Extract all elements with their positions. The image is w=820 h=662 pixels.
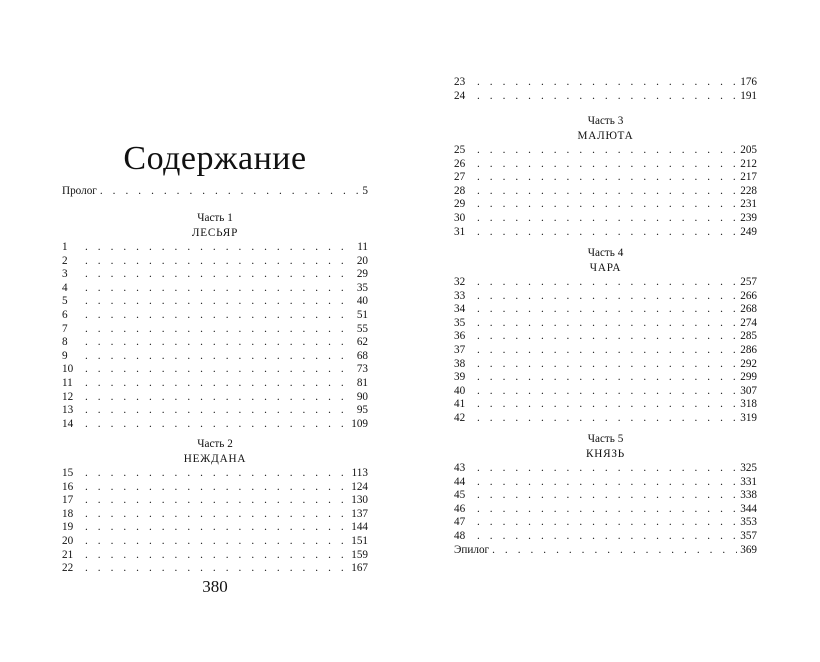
- chapter-number: 10: [62, 363, 74, 376]
- part3-section: [454, 114, 757, 239]
- leader-dots: [474, 371, 737, 385]
- chapter-number: 13: [62, 404, 74, 417]
- part5-chapter-list: [454, 462, 757, 544]
- chapter-page: 285: [740, 330, 757, 343]
- toc-row: [454, 303, 757, 317]
- entry-page: 5: [362, 185, 368, 197]
- part2-chapter-list: [62, 467, 368, 576]
- toc-row: [454, 317, 757, 331]
- chapter-number: 32: [454, 276, 466, 288]
- chapter-page: 124: [351, 480, 368, 493]
- chapter-page: 353: [740, 516, 757, 529]
- toc-row: [454, 462, 757, 476]
- chapter-number: 25: [454, 144, 466, 156]
- toc-row: [454, 90, 757, 104]
- leader-dots: [82, 255, 354, 269]
- chapter-number: 29: [454, 198, 466, 211]
- chapter-number: 38: [454, 357, 466, 370]
- toc-row: [454, 516, 757, 530]
- chapter-number: 19: [62, 521, 74, 534]
- chapter-number: 27: [454, 171, 466, 184]
- chapter-page: 90: [356, 390, 368, 403]
- chapter-number: 6: [62, 308, 68, 321]
- leader-dots: [474, 90, 737, 104]
- leader-dots: [474, 303, 737, 317]
- chapter-page: 217: [740, 171, 757, 184]
- part1-section: [62, 211, 368, 431]
- entry-page: 369: [740, 543, 757, 556]
- toc-row: [454, 158, 757, 172]
- toc-row: [62, 549, 368, 563]
- part5-section: [454, 432, 757, 557]
- toc-row: [454, 171, 757, 185]
- leader-dots: [474, 226, 737, 240]
- chapter-page: 357: [740, 529, 757, 542]
- chapter-number: 1: [62, 241, 68, 253]
- leader-dots: [82, 363, 354, 377]
- chapter-page: 331: [740, 475, 757, 488]
- chapter-page: 29: [356, 268, 368, 281]
- toc-row: [62, 494, 368, 508]
- part2-name: НЕЖДАНА: [183, 453, 247, 465]
- toc-row: [454, 212, 757, 226]
- chapter-number: 9: [62, 349, 68, 362]
- chapter-number: 42: [454, 411, 466, 424]
- leader-dots: [474, 412, 737, 426]
- leader-dots: [82, 350, 354, 364]
- leader-dots: [474, 385, 737, 399]
- part4-name: ЧАРА: [589, 262, 622, 274]
- chapter-number: 23: [454, 76, 466, 88]
- chapter-page: 325: [740, 462, 757, 474]
- chapter-number: 26: [454, 157, 466, 170]
- chapter-page: 137: [351, 507, 368, 520]
- toc-row: [62, 323, 368, 337]
- leader-dots: [82, 508, 348, 522]
- leader-dots: [474, 198, 737, 212]
- part2-heading: Часть 2: [197, 438, 233, 450]
- toc-row: [454, 503, 757, 517]
- toc-row: [62, 255, 368, 269]
- leader-dots: [474, 317, 737, 331]
- toc-row: [62, 309, 368, 323]
- part3-chapter-list: [454, 144, 757, 239]
- toc-title: Содержание: [123, 140, 307, 177]
- part3-heading: Часть 3: [587, 115, 624, 127]
- toc-row: [454, 358, 757, 372]
- chapter-page: 292: [740, 357, 757, 370]
- toc-row: [454, 198, 757, 212]
- part1-heading: Часть 1: [197, 212, 233, 224]
- leader-dots: [82, 268, 354, 282]
- toc-row: [62, 295, 368, 309]
- chapter-page: 307: [740, 384, 757, 397]
- entry-label: Эпилог: [454, 543, 490, 556]
- toc-row: [62, 185, 368, 199]
- leader-dots: [82, 562, 348, 576]
- leader-dots: [82, 336, 354, 350]
- chapter-page: 257: [740, 276, 757, 288]
- chapter-number: 34: [454, 303, 466, 316]
- chapter-page: 268: [740, 303, 757, 316]
- part4-heading: Часть 4: [587, 247, 624, 259]
- leader-dots: [489, 544, 737, 558]
- leader-dots: [474, 344, 737, 358]
- chapter-page: 151: [351, 534, 368, 547]
- chapter-page: 113: [351, 467, 368, 479]
- toc-row: [62, 282, 368, 296]
- chapter-page: 318: [740, 398, 757, 411]
- toc-row: [62, 241, 368, 255]
- leader-dots: [474, 489, 737, 503]
- toc-row: [62, 508, 368, 522]
- chapter-number: 14: [62, 417, 74, 430]
- toc-row: [454, 489, 757, 503]
- chapter-number: 18: [62, 507, 74, 520]
- toc-row: [62, 391, 368, 405]
- chapter-number: 2: [62, 254, 68, 267]
- chapter-number: 7: [62, 322, 68, 335]
- chapter-page: 299: [740, 371, 757, 384]
- page-number: 380: [202, 577, 228, 596]
- chapter-number: 4: [62, 281, 68, 294]
- chapter-number: 48: [454, 529, 466, 542]
- leader-dots: [97, 185, 360, 199]
- leader-dots: [474, 76, 737, 90]
- chapter-number: 44: [454, 475, 466, 488]
- leader-dots: [474, 171, 737, 185]
- toc-row: [62, 467, 368, 481]
- chapter-page: 344: [740, 502, 757, 515]
- chapter-number: 15: [62, 467, 74, 479]
- part5-name: КНЯЗЬ: [585, 448, 626, 460]
- chapter-page: 40: [356, 295, 368, 308]
- leader-dots: [474, 158, 737, 172]
- chapter-page: 319: [740, 411, 757, 424]
- chapter-page: 159: [351, 548, 368, 561]
- chapter-page: 191: [740, 89, 757, 102]
- chapter-number: 20: [62, 534, 74, 547]
- leader-dots: [474, 276, 737, 290]
- chapter-number: 37: [454, 343, 466, 356]
- part5-heading: Часть 5: [587, 433, 624, 445]
- leader-dots: [474, 530, 737, 544]
- part1-chapter-list: [62, 241, 368, 431]
- toc-row: [62, 363, 368, 377]
- chapter-page: 266: [740, 289, 757, 302]
- toc-row: [454, 226, 757, 240]
- leader-dots: [474, 462, 737, 476]
- toc-row: [454, 530, 757, 544]
- toc-row: [454, 398, 757, 412]
- chapter-number: 39: [454, 371, 466, 384]
- leader-dots: [82, 521, 348, 535]
- part3-name: МАЛЮТА: [577, 130, 634, 142]
- toc-row: [454, 476, 757, 490]
- leader-dots: [82, 418, 348, 432]
- chapter-page: 55: [356, 322, 368, 335]
- leader-dots: [474, 185, 737, 199]
- chapter-number: 45: [454, 489, 466, 502]
- chapter-page: 239: [740, 211, 757, 224]
- toc-row: [62, 377, 368, 391]
- toc-row: [454, 330, 757, 344]
- chapter-page: 144: [351, 521, 368, 534]
- chapter-number: 43: [454, 462, 466, 474]
- toc-row: [62, 481, 368, 495]
- chapter-page: 212: [740, 157, 757, 170]
- toc-row: [454, 385, 757, 399]
- chapter-number: 47: [454, 516, 466, 529]
- chapter-number: 11: [62, 376, 73, 389]
- toc-row: [62, 404, 368, 418]
- leader-dots: [82, 494, 348, 508]
- chapter-number: 35: [454, 316, 466, 329]
- chapter-page: 68: [356, 349, 368, 362]
- chapter-page: 95: [356, 404, 368, 417]
- chapter-number: 36: [454, 330, 466, 343]
- leader-dots: [474, 290, 737, 304]
- toc-row: [62, 268, 368, 282]
- leader-dots: [474, 516, 737, 530]
- chapter-page: 286: [740, 343, 757, 356]
- leader-dots: [474, 476, 737, 490]
- entry-label: Пролог: [62, 185, 97, 197]
- chapter-page: 20: [356, 254, 368, 267]
- chapter-number: 16: [62, 480, 74, 493]
- chapter-page: 130: [351, 494, 368, 507]
- toc-row: [454, 276, 757, 290]
- leader-dots: [474, 144, 737, 158]
- leader-dots: [82, 241, 354, 255]
- chapter-page: 11: [357, 241, 368, 253]
- chapter-number: 8: [62, 336, 68, 349]
- leader-dots: [82, 282, 354, 296]
- chapter-number: 40: [454, 384, 466, 397]
- chapter-page: 205: [740, 144, 757, 156]
- chapter-number: 12: [62, 390, 74, 403]
- leader-dots: [474, 330, 737, 344]
- toc-row: [62, 535, 368, 549]
- chapter-number: 21: [62, 548, 74, 561]
- part2-continued-section: [454, 76, 757, 103]
- toc-row: [62, 336, 368, 350]
- leader-dots: [82, 309, 354, 323]
- chapter-page: 73: [356, 363, 368, 376]
- chapter-page: 338: [740, 489, 757, 502]
- chapter-page: 228: [740, 184, 757, 197]
- leader-dots: [474, 398, 737, 412]
- chapter-number: 5: [62, 295, 68, 308]
- chapter-page: 176: [740, 76, 757, 88]
- epilogue-entry: [454, 544, 757, 558]
- leader-dots: [82, 467, 349, 481]
- toc-row: [62, 521, 368, 535]
- toc-row: [454, 290, 757, 304]
- toc-row: [454, 412, 757, 426]
- leader-dots: [82, 323, 354, 337]
- chapter-page: 51: [356, 308, 368, 321]
- chapter-number: 41: [454, 398, 466, 411]
- chapter-number: 28: [454, 184, 466, 197]
- toc-row: [454, 344, 757, 358]
- toc-row: [454, 144, 757, 158]
- part2-continued-list: [454, 76, 757, 103]
- chapter-number: 46: [454, 502, 466, 515]
- chapter-page: 62: [356, 336, 368, 349]
- leader-dots: [474, 212, 737, 226]
- part4-section: [454, 246, 757, 426]
- prologue-entry: [62, 185, 368, 199]
- part1-name: ЛЕСЬЯР: [191, 227, 239, 239]
- toc-row: [454, 371, 757, 385]
- chapter-number: 24: [454, 89, 466, 102]
- chapter-page: 249: [740, 225, 757, 238]
- chapter-number: 3: [62, 268, 68, 281]
- toc-row: [454, 185, 757, 199]
- toc-row: [62, 418, 368, 432]
- leader-dots: [82, 377, 354, 391]
- chapter-number: 22: [62, 562, 74, 575]
- part2-section: [62, 437, 368, 576]
- toc-row: [62, 350, 368, 364]
- chapter-number: 31: [454, 225, 466, 238]
- leader-dots: [474, 503, 737, 517]
- toc-row: [454, 76, 757, 90]
- chapter-page: 109: [351, 417, 368, 430]
- leader-dots: [82, 535, 348, 549]
- leader-dots: [82, 549, 348, 563]
- leader-dots: [82, 404, 354, 418]
- leader-dots: [82, 391, 354, 405]
- chapter-page: 167: [351, 562, 368, 575]
- leader-dots: [82, 481, 348, 495]
- part4-chapter-list: [454, 276, 757, 426]
- chapter-number: 33: [454, 289, 466, 302]
- chapter-page: 231: [740, 198, 757, 211]
- chapter-page: 81: [356, 376, 368, 389]
- chapter-number: 30: [454, 211, 466, 224]
- chapter-number: 17: [62, 494, 74, 507]
- leader-dots: [82, 295, 354, 309]
- toc-row: [62, 562, 368, 576]
- chapter-page: 35: [356, 281, 368, 294]
- chapter-page: 274: [740, 316, 757, 329]
- leader-dots: [474, 358, 737, 372]
